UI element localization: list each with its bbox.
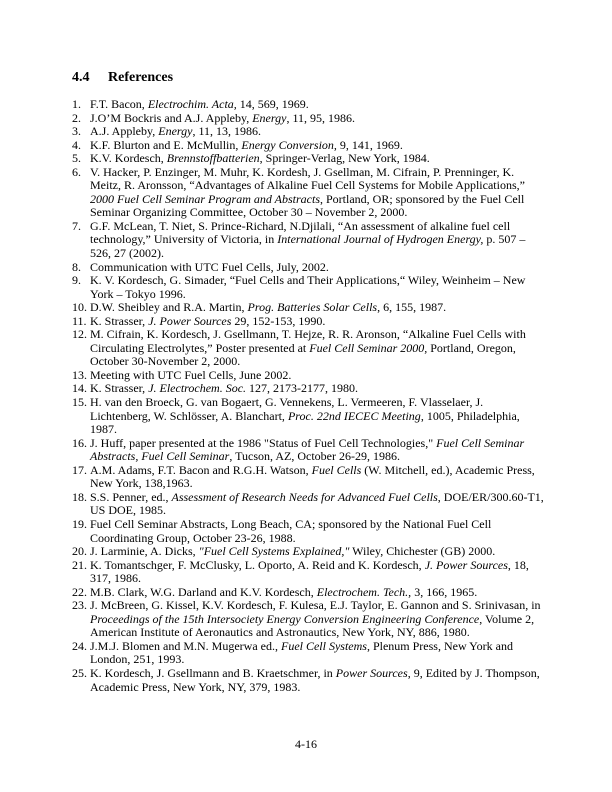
reference-item — [72, 274, 544, 301]
reference-text: 29, 152-153, 1990. — [231, 313, 326, 328]
reference-text: J.O’M Bockris and A.J. Appleby, — [90, 110, 253, 125]
reference-text: K. Tomantschger, F. McClusky, L. Oporto, A. Reid and K. Kordesch, — [90, 557, 425, 572]
reference-source-title: Proceedings of the 15th Intersociety Energy Conversion Engineering Conference — [90, 611, 480, 626]
reference-number: 19. — [72, 516, 87, 531]
reference-item — [72, 139, 544, 153]
reference-text: M. Cifrain, K. Kordesch, J. Gsellmann, T. Hejze, R. R. Aronson, “Alkaline Fuel Cells with Circulating Electrolytes,” Poster presented at — [90, 327, 526, 355]
reference-number: 23. — [72, 598, 87, 613]
reference-text: , 11, 95, 1986. — [286, 110, 355, 125]
reference-text: , Plenum Press, New York and London, 251, 1993. — [90, 638, 513, 667]
reference-item — [72, 518, 544, 545]
reference-text: 14, 569, 1969. — [236, 97, 309, 111]
reference-text: , Tucson, AZ, October 26-29, 1986. — [229, 449, 400, 464]
reference-source-title: J. Power Sources — [148, 313, 232, 328]
reference-text: 9, 141, 1969. — [336, 137, 403, 152]
reference-source-title: Energy Conversion, — [241, 137, 337, 152]
reference-number: 8. — [72, 259, 81, 274]
reference-source-title: International Journal of Hydrogen Energy, — [277, 232, 484, 247]
reference-source-title: "Fuel Cell Systems Explained," — [198, 544, 350, 559]
reference-item — [72, 125, 544, 139]
reference-text: K.F. Blurton and E. McMullin, — [90, 137, 242, 152]
reference-text: K. V. Kordesch, G. Simader, “Fuel Cells and Their Applications,“ Wiley, Weinheim – New York – Tokyo 1996. — [90, 273, 526, 301]
reference-text: , Portland, OR; sponsored by the Fuel Cell Seminar Organizing Committee, October 30 – November 2, 2000. — [90, 191, 525, 220]
reference-text: , Springer-Verlag, New York, 1984. — [259, 151, 430, 166]
reference-number: 18. — [72, 489, 87, 504]
reference-text: K. Strasser, — [90, 313, 149, 328]
reference-source-title: Assessment of Research Needs for Advanced Fuel Cells — [171, 489, 438, 504]
reference-item — [72, 382, 544, 396]
reference-item — [72, 545, 544, 559]
reference-number: 20. — [72, 544, 87, 559]
reference-text: (W. Mitchell, ed.), Academic Press, New York, 138,1963. — [90, 462, 535, 491]
reference-item — [72, 328, 544, 369]
reference-source-title: Prog. Batteries Solar Cells — [247, 300, 378, 315]
reference-item — [72, 220, 544, 261]
page-number: 4-16 — [295, 737, 317, 751]
reference-text: Fuel Cell Seminar Abstracts, Long Beach, CA; sponsored by the National Fuel Cell Coordinating Group, October 23-26, 1988. — [90, 516, 492, 545]
reference-source-title: Fuel Cell Seminar 2000, — [309, 340, 428, 355]
reference-number: 6. — [72, 164, 81, 179]
reference-text: , 18, 317, 1986. — [90, 557, 529, 586]
reference-text: Meeting with UTC Fuel Cells, June 2002. — [90, 367, 292, 382]
reference-number: 1. — [72, 97, 81, 111]
reference-text: K. Strasser, — [90, 381, 149, 396]
reference-number: 22. — [72, 584, 87, 599]
reference-text: D.W. Sheibley and R.A. Martin, — [90, 300, 248, 315]
reference-text: Wiley, Chichester (GB) 2000. — [349, 544, 496, 559]
reference-item — [72, 301, 544, 315]
reference-item — [72, 667, 544, 694]
reference-source-title: Power Sources — [335, 665, 408, 680]
reference-number: 4. — [72, 137, 81, 152]
reference-source-title: Energy — [252, 110, 287, 125]
reference-item — [72, 98, 544, 112]
reference-item — [72, 112, 544, 126]
reference-item — [72, 166, 544, 220]
reference-text: , 1005, Philadelphia, 1987. — [90, 408, 520, 437]
reference-source-title: Energy — [158, 124, 193, 139]
reference-text: S.S. Penner, ed., — [90, 489, 172, 504]
reference-text: V. Hacker, P. Enzinger, M. Muhr, K. Kordesh, J. Gsellman, M. Cifrain, P. Prenninger, K. Meitz, R. Aronsson, “Advantages of Alkaline Fuel Cell Systems for Mobile Applications,” — [90, 164, 525, 193]
reference-number: 5. — [72, 151, 81, 166]
reference-text: G.F. McLean, T. Niet, S. Prince-Richard, N.Djilali, “An assessment of alkaline fuel cell technology,” University of Victoria, in — [90, 218, 511, 247]
reference-item — [72, 261, 544, 275]
reference-item — [72, 599, 544, 640]
reference-text: 127, 2173-2177, 1980. — [246, 381, 359, 396]
section-title: References — [108, 70, 174, 85]
reference-number: 15. — [72, 395, 87, 410]
reference-number: 17. — [72, 462, 87, 477]
reference-text: , Volume 2, American Institute of Aeronautics and Astronautics, New York, NY, 886, 1980. — [90, 611, 535, 640]
reference-source-title: Electrochim. Acta, — [147, 97, 237, 111]
reference-text: K. Kordesch, J. Gsellmann and B. Kraetschmer, in — [90, 665, 336, 680]
reference-number: 24. — [72, 638, 87, 653]
reference-item — [72, 437, 544, 464]
reference-text: A.J. Appleby, — [90, 124, 159, 139]
reference-text: H. van den Broeck, G. van Bogaert, G. Vennekens, L. Vermeeren, F. Vlasselaer, J. Lichtenberg, W. Schlösser, A. Blanchart, — [90, 395, 484, 423]
reference-text: Communication with UTC Fuel Cells, July, 2002. — [90, 259, 329, 274]
reference-item — [72, 640, 544, 667]
reference-item — [72, 559, 544, 586]
reference-number: 16. — [72, 435, 87, 450]
reference-item — [72, 396, 544, 437]
reference-text: , 11, 13, 1986. — [192, 124, 262, 139]
reference-source-title: J. Electrochem. Soc. — [148, 381, 247, 396]
reference-list — [72, 98, 544, 694]
reference-text: J.M.J. Blomen and M.N. Mugerwa ed., — [90, 638, 281, 653]
reference-source-title: J. Power Sources — [424, 557, 508, 572]
reference-text: , 9, Edited by J. Thompson, Academic Press, New York, NY, 379, 1983. — [90, 665, 540, 694]
reference-source-title: Fuel Cell Systems — [280, 638, 367, 653]
reference-text: K.V. Kordesch, — [90, 151, 167, 166]
reference-text: 3, 166, 1965. — [411, 584, 478, 599]
reference-text: J. Larminie, A. Dicks, — [90, 544, 199, 559]
reference-text: J. McBreen, G. Kissel, K.V. Kordesch, F. Kulesa, E.J. Taylor, E. Gannon and S. Srinivasan, in — [90, 598, 541, 613]
reference-number: 14. — [72, 381, 87, 396]
reference-number: 11. — [72, 313, 87, 328]
reference-text: p. 507 – 526, 27 (2002). — [90, 232, 526, 261]
section-number: 4.4 — [72, 70, 90, 85]
reference-text: , 6, 155, 1987. — [377, 300, 447, 315]
reference-number: 10. — [72, 300, 87, 315]
reference-source-title: Fuel Cells — [311, 462, 362, 477]
reference-text: Portland, Oregon, October 30-November 2, 2000. — [90, 340, 516, 369]
reference-number: 13. — [72, 367, 87, 382]
reference-number: 3. — [72, 124, 81, 139]
reference-text: , DOE/ER/300.60-T1, US DOE, 1985. — [90, 489, 544, 518]
reference-text: F.T. Bacon, — [90, 97, 148, 111]
reference-source-title: Proc. 22nd IECEC Meeting — [287, 408, 421, 423]
reference-number: 2. — [72, 110, 81, 125]
reference-number: 25. — [72, 665, 87, 680]
reference-text: J. Huff, paper presented at the 1986 "Status of Fuel Cell Technologies," — [90, 435, 437, 450]
reference-item — [72, 369, 544, 383]
reference-source-title: Brennstoffbatterien — [166, 151, 260, 166]
reference-item — [72, 586, 544, 600]
section-heading — [72, 70, 173, 86]
reference-source-title: 2000 Fuel Cell Seminar Program and Abstracts — [90, 191, 320, 206]
reference-number: 9. — [72, 273, 81, 288]
reference-text: M.B. Clark, W.G. Darland and K.V. Kordesch, — [90, 584, 317, 599]
reference-source-title: Electrochem. Tech., — [316, 584, 412, 599]
reference-number: 21. — [72, 557, 87, 572]
reference-number: 12. — [72, 327, 87, 342]
reference-item — [72, 464, 544, 491]
reference-source-title: Fuel Cell Seminar Abstracts, Fuel Cell Seminar — [90, 435, 525, 464]
reference-text: A.M. Adams, F.T. Bacon and R.G.H. Watson, — [90, 462, 312, 477]
reference-item — [72, 152, 544, 166]
reference-number: 7. — [72, 218, 81, 233]
reference-item — [72, 315, 544, 329]
reference-item — [72, 491, 544, 518]
